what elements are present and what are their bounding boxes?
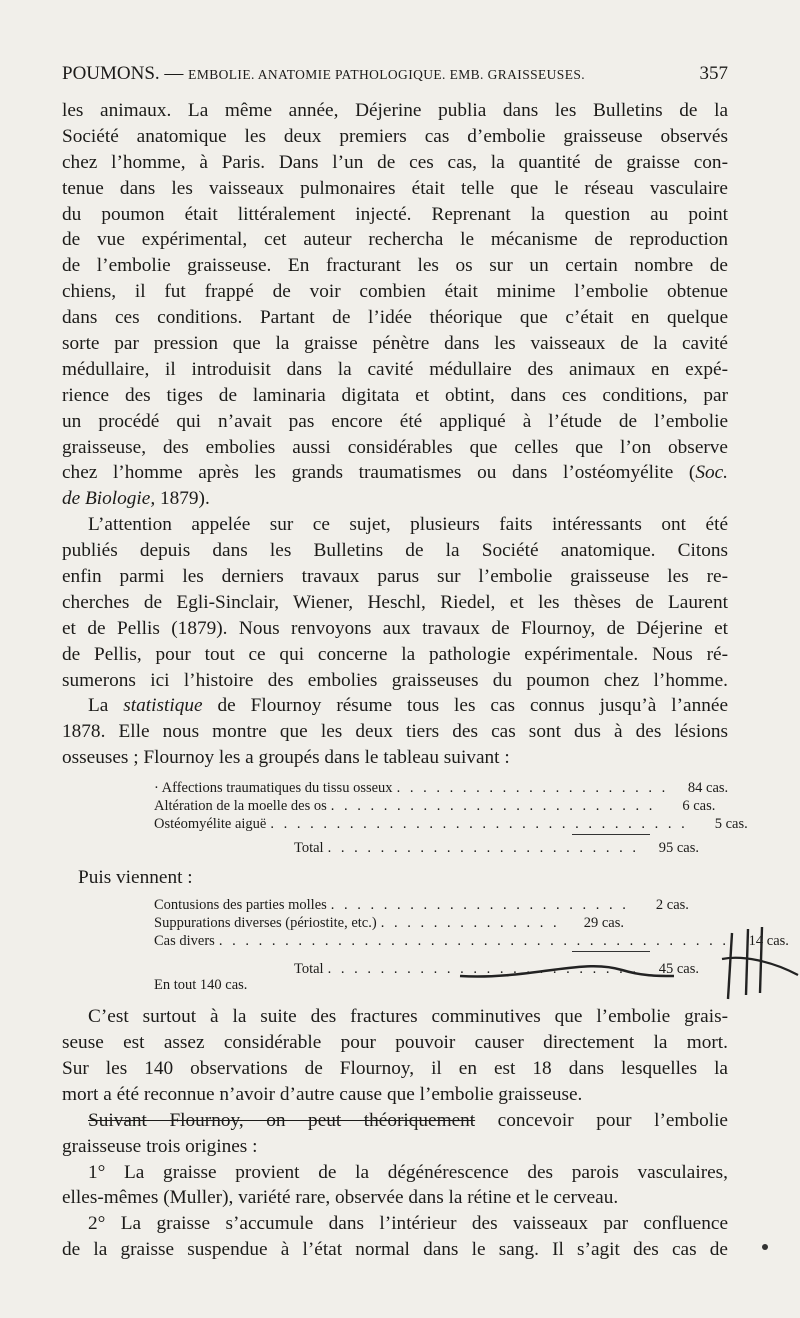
statistics-table-1 xyxy=(62,771,748,865)
table-row-value: 2 cas. xyxy=(655,897,689,914)
text-line: 1° La graisse provient de la dégénérescence des parois vasculaires, xyxy=(88,1161,728,1183)
struck-text: Suivant Flournoy, on peut théoriquement xyxy=(88,1109,476,1131)
grand-total-label: En tout 140 cas. xyxy=(154,977,248,994)
running-title: EMBOLIE. ANATOMIE PATHOLOGIQUE. EMB. GRAISSEUSES. xyxy=(188,67,586,82)
text-line: 2° La graisse s’accumule dans l’intérieur des vaisseaux par confluence xyxy=(88,1213,728,1235)
text-line: elles-mêmes (Muller), variété rare, observée dans la rétine et le cerveau. xyxy=(62,1187,619,1209)
table-row-value: 84 cas. xyxy=(687,780,729,797)
table-total-label: Total xyxy=(294,961,324,978)
text-line: de Pellis, pour tout ce qui concerne la pathologie expérimentale. Nous ré- xyxy=(62,643,728,665)
list-item-1 xyxy=(62,1160,728,1212)
text-line xyxy=(62,1108,728,1134)
leader-dots: . . . . . . . . . . . . . . . . . . . . . xyxy=(396,780,669,797)
body-text xyxy=(62,98,789,1263)
text-line: dans ces conditions. Partant de l’idée théorique que c’était en quelque xyxy=(62,307,728,329)
paragraph-3 xyxy=(62,693,728,771)
table-row xyxy=(154,815,748,833)
paragraph-2 xyxy=(62,512,728,693)
table-row-value: 5 cas. xyxy=(714,816,748,833)
text-line: mort a été reconnue n’avoir d’autre cause que l’embolie graisseuse. xyxy=(62,1083,583,1105)
text-line: cherches de Egli-Sinclair, Wiener, Heschl, Riedel, et les thèses de Laurent xyxy=(62,591,728,613)
table-row xyxy=(154,932,789,950)
text-line: rience des tiges de laminaria digitata et obtint, dans ces conditions, par xyxy=(62,384,728,406)
text-line: Société anatomique les deux premiers cas d’embolie graisseuse observés xyxy=(62,125,728,147)
table-row-value: 14 cas. xyxy=(748,933,789,950)
leader-dots: . . . . . . . . . . . . . . . . . . . . . . . . xyxy=(327,961,639,978)
text-line: seuse est assez considérable pour pouvoir causer directement la mort. xyxy=(62,1032,728,1054)
citation-biologie: de Biologie, xyxy=(62,488,156,510)
table-total-value: 95 cas. xyxy=(658,840,699,857)
leader-dots: . . . . . . . . . . . . . . . . . . . . . . . . . . . . . . . . xyxy=(270,816,688,833)
text-line: sorte par pression que la graisse pénètre dans les vaisseaux de la cavité xyxy=(62,333,728,355)
leader-dots: . . . . . . . . . . . . . . . . . . . . . . . . xyxy=(327,840,639,857)
text-line: médullaire, il introduisit dans la cavité médullaire des animaux en expé- xyxy=(62,358,728,380)
table-row xyxy=(154,797,716,815)
text-line: sumerons ici l’histoire des embolies graisseuses du poumon chez l’homme. xyxy=(62,669,728,691)
text-span: La xyxy=(88,695,124,717)
section-title: POUMONS. xyxy=(62,63,160,84)
citation-year: 1879). xyxy=(155,488,210,510)
text-line: osseuses ; Flournoy les a groupés dans le tableau suivant : xyxy=(62,747,510,769)
grand-total-row xyxy=(154,976,354,994)
text-span: de Flournoy résume tous les cas connus jusqu’à l’année xyxy=(202,695,729,717)
handwritten-margin-mark xyxy=(722,925,800,1005)
subheading-puis-viennent: Puis viennent : xyxy=(78,867,193,889)
table-total-value: 45 cas. xyxy=(658,961,699,978)
table-row-label: · Affections traumatiques du tissu osseux xyxy=(154,780,393,797)
text-span: concevoir pour l’embolie xyxy=(475,1109,728,1131)
italic-statistique: statistique xyxy=(123,695,203,717)
text-line: chiens, il fut frappé de voir combien était minime l’embolie obtenue xyxy=(62,281,728,303)
table-row xyxy=(154,779,729,797)
text-line: tenue dans les vaisseaux pulmonaires était telle que le réseau vasculaire xyxy=(62,177,728,199)
leader-dots: . . . . . . . . . . . . . . xyxy=(380,915,560,932)
pencil-scribble xyxy=(452,962,682,982)
table-total-row xyxy=(294,839,699,857)
table-row-label: Cas divers xyxy=(154,933,215,950)
table-row-value: 6 cas. xyxy=(682,798,716,815)
text-line: et de Pellis (1879). Nous renvoyons aux travaux de Flournoy, de Déjerine et xyxy=(62,617,728,639)
text-line xyxy=(62,693,728,719)
text-line xyxy=(62,460,728,486)
text-line: Sur les 140 observations de Flournoy, il en est 18 dans lesquelles la xyxy=(62,1057,728,1079)
table-row-label: Altération de la moelle des os xyxy=(154,798,327,815)
text-line: enfin parmi les derniers travaux parus sur l’embolie graisseuse les re- xyxy=(62,566,728,588)
table-row xyxy=(154,914,624,932)
text-line xyxy=(62,486,728,512)
text-span: chez l’homme après les grands traumatismes ou dans l’ostéomyélite ( xyxy=(62,462,696,484)
leader-dots: . . . . . . . . . . . . . . . . . . . . . . . xyxy=(330,897,629,914)
leader-dots: . . . . . . . . . . . . . . . . . . . . . . . . . xyxy=(330,798,656,815)
table-row-label: Contusions des parties molles xyxy=(154,897,327,914)
page-number: 357 xyxy=(699,63,728,84)
text-line: de la graisse suspendue à l’état normal dans le sang. Il s’agit des cas de xyxy=(62,1239,728,1261)
header-dash: — xyxy=(164,63,184,84)
text-line: du poumon était littéralement injecté. Reprenant la question au point xyxy=(62,203,728,225)
citation-soc: Soc. xyxy=(695,462,728,484)
paragraph-4 xyxy=(62,1004,728,1108)
table-row-label: Ostéomyélite aiguë xyxy=(154,816,267,833)
text-line: un procédé qui n’avait pas encore été appliqué à l’étude de l’embolie xyxy=(62,410,728,432)
text-line: chez l’homme, à Paris. Dans l’un de ces cas, la quantité de graisse con- xyxy=(62,151,728,173)
sum-rule xyxy=(572,834,650,835)
text-line: de vue expérimental, cet auteur rechercha le mécanisme de reproduction xyxy=(62,229,728,251)
text-line: de l’embolie graisseuse. En fracturant les os sur un certain nombre de xyxy=(62,255,728,277)
text-line: publiés depuis dans les Bulletins de la Société anatomique. Citons xyxy=(62,540,728,562)
table-row-label: Suppurations diverses (périostite, etc.) xyxy=(154,915,377,932)
text-line: graisseuse trois origines : xyxy=(62,1135,258,1157)
text-line: C’est surtout à la suite des fractures comminutives que l’embolie grais- xyxy=(88,1006,728,1028)
text-line: graisseuse, des embolies aussi considérables que celles que l’on observe xyxy=(62,436,728,458)
paragraph-5 xyxy=(62,1108,728,1160)
leader-dots: . . . . . . . . . . . . . . . . . . . . . . . . . . . . . . . . . . . . . . . xyxy=(218,933,729,950)
table-row xyxy=(154,896,689,914)
text-line: 1878. Elle nous montre que les deux tiers des cas sont dus à des lésions xyxy=(62,721,728,743)
text-line: les animaux. La même année, Déjerine publia dans les Bulletins de la xyxy=(62,100,728,121)
statistics-table-2 xyxy=(62,890,789,994)
sum-rule xyxy=(572,951,650,952)
list-item-2 xyxy=(62,1211,728,1263)
table-row-value: 29 cas. xyxy=(583,915,624,932)
running-header xyxy=(62,62,728,87)
table-total-label: Total xyxy=(294,840,324,857)
paragraph-1 xyxy=(62,98,728,512)
text-line: L’attention appelée sur ce sujet, plusieurs faits intéressants ont été xyxy=(88,514,728,536)
ink-dot xyxy=(762,1244,768,1250)
